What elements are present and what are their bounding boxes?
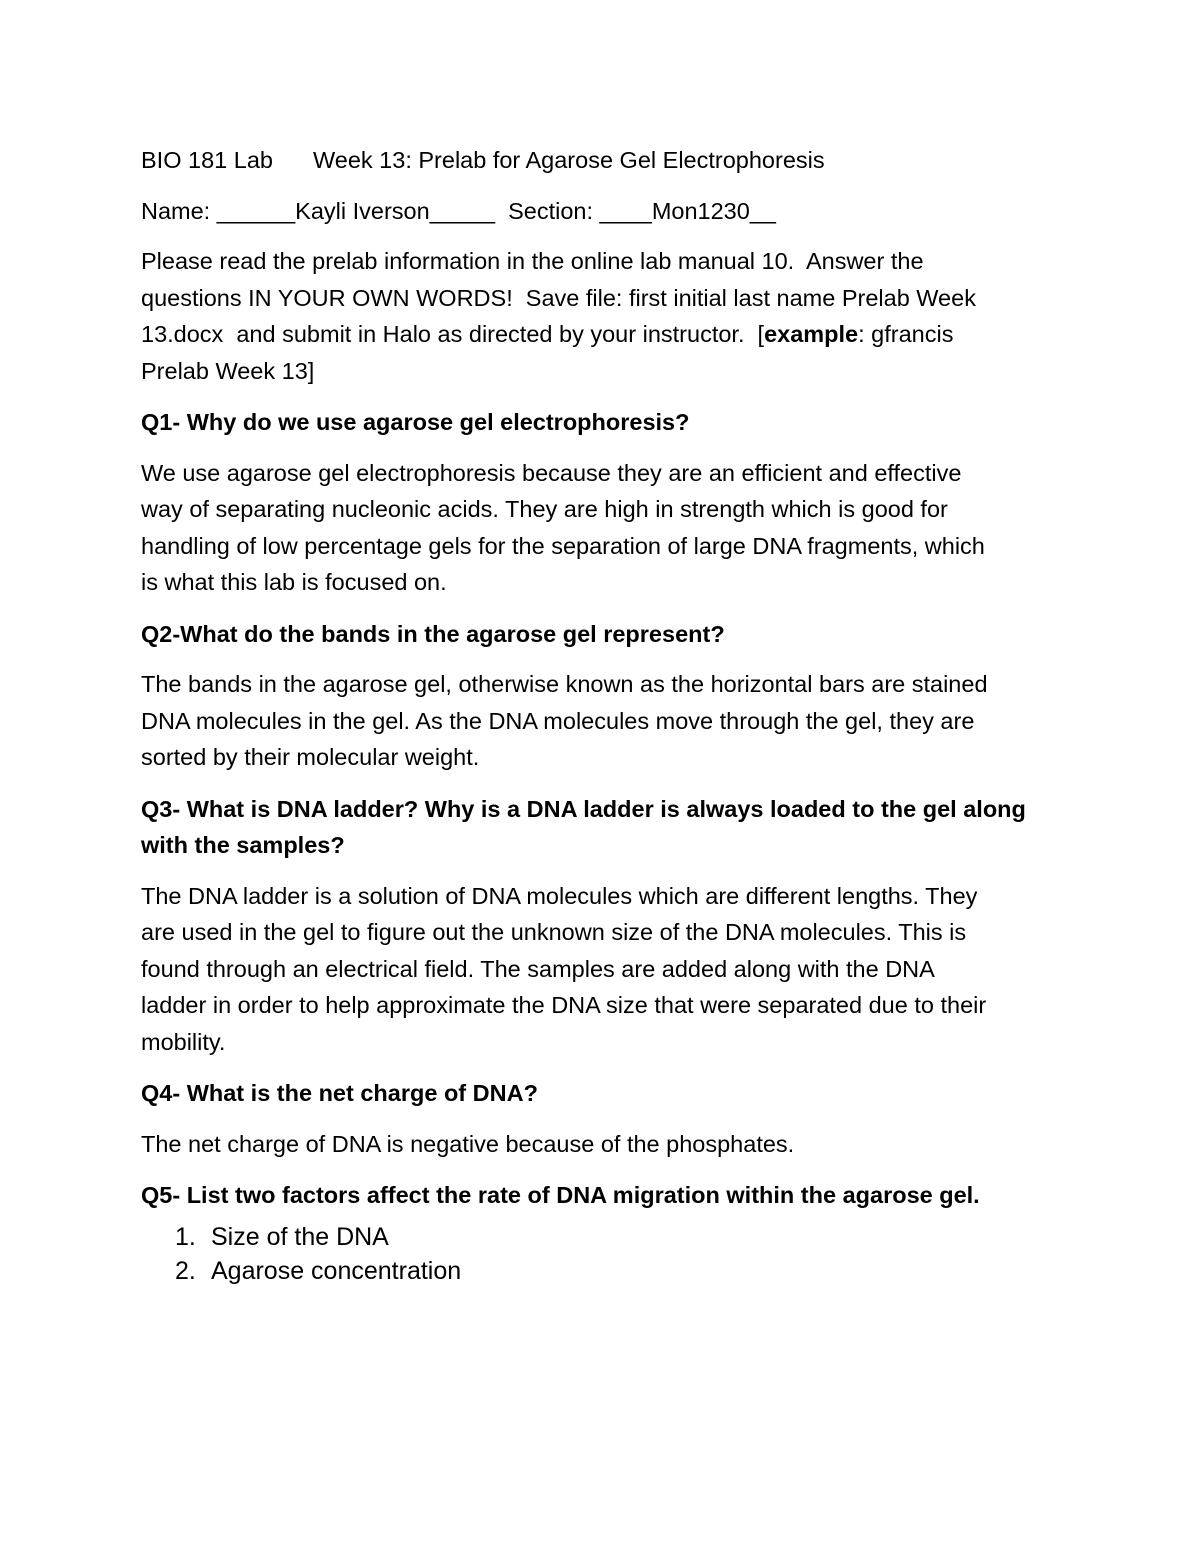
spacer xyxy=(141,389,1071,404)
spacer xyxy=(141,1162,1071,1177)
question-1: Q1- Why do we use agarose gel electrophoresis? xyxy=(141,409,690,435)
list-number: 1. xyxy=(175,1222,196,1251)
list-item xyxy=(141,1220,1071,1254)
question-4: Q4- What is the net charge of DNA? xyxy=(141,1080,538,1106)
spacer xyxy=(141,1112,1071,1126)
instructions-line: questions IN YOUR OWN WORDS! Save file: first initial last name Prelab Week xyxy=(141,284,976,311)
question-2: Q2-What do the bands in the agarose gel represent? xyxy=(141,620,725,647)
answer-line: mobility. xyxy=(141,1028,226,1055)
document-body xyxy=(141,142,1071,1288)
spacer xyxy=(141,229,1071,243)
course-label: BIO 181 Lab xyxy=(141,147,273,173)
answer-line: is what this lab is focused on. xyxy=(141,569,447,595)
question-5: Q5- List two factors affect the rate of DNA migration within the agarose gel. xyxy=(141,1182,980,1208)
spacer xyxy=(141,441,1071,455)
spacer xyxy=(141,864,1071,878)
answer-1 xyxy=(141,455,1071,601)
answer-line: The bands in the agarose gel, otherwise known as the horizontal bars are stained xyxy=(141,671,988,697)
document-header xyxy=(141,142,1071,179)
answer-line: The net charge of DNA is negative because of the phosphates. xyxy=(141,1130,795,1157)
answer-line: are used in the gel to figure out the unknown size of the DNA molecules. This is xyxy=(141,919,967,945)
answer-3 xyxy=(141,878,1071,1061)
instructions-text: 13.docx and submit in Halo as directed by your instructor. [ xyxy=(141,321,765,347)
instructions-text: : gfrancis xyxy=(858,321,954,347)
answer-4 xyxy=(141,1126,1071,1163)
spacer xyxy=(141,652,1071,666)
instructions-example-label: example xyxy=(764,321,859,347)
name-section-line xyxy=(141,193,1071,230)
answer-line: handling of low percentage gels for the separation of large DNA fragments, which xyxy=(141,532,985,559)
list-text: Size of the DNA xyxy=(211,1222,389,1251)
question-line: Q3- What is DNA ladder? Why is a DNA ladder is always loaded to the gel along xyxy=(141,795,1026,822)
instructions-line: Please read the prelab information in the online lab manual 10. Answer the xyxy=(141,248,924,274)
factors-list xyxy=(141,1220,1071,1288)
list-number: 2. xyxy=(175,1256,196,1285)
name-value: ______Kayli Iverson_____ xyxy=(216,197,496,224)
answer-line: The DNA ladder is a solution of DNA molecules which are different lengths. They xyxy=(141,882,978,909)
spacer xyxy=(141,776,1071,791)
spacer xyxy=(141,1060,1071,1075)
name-label: Name: xyxy=(141,197,217,224)
answer-line: ladder in order to help approximate the DNA size that were separated due to their xyxy=(141,992,987,1018)
document-title: Week 13: Prelab for Agarose Gel Electrophoresis xyxy=(313,147,825,173)
instructions-paragraph xyxy=(141,243,1071,389)
spacer xyxy=(141,179,1071,193)
spacer xyxy=(141,601,1071,616)
question-3 xyxy=(141,791,1071,864)
answer-line: sorted by their molecular weight. xyxy=(141,744,480,770)
answer-2 xyxy=(141,666,1071,776)
section-label: Section: xyxy=(495,197,600,224)
instructions-line xyxy=(141,316,1071,353)
list-item xyxy=(141,1254,1071,1288)
section-value: ____Mon1230__ xyxy=(599,197,776,224)
question-line: with the samples? xyxy=(141,832,345,858)
answer-line: way of separating nucleonic acids. They are high in strength which is good for xyxy=(141,496,948,522)
answer-line: DNA molecules in the gel. As the DNA molecules move through the gel, they are xyxy=(141,707,975,734)
instructions-line: Prelab Week 13] xyxy=(141,357,315,384)
answer-line: We use agarose gel electrophoresis because they are an efficient and effective xyxy=(141,459,962,486)
list-text: Agarose concentration xyxy=(211,1256,462,1285)
answer-line: found through an electrical field. The samples are added along with the DNA xyxy=(141,955,935,982)
